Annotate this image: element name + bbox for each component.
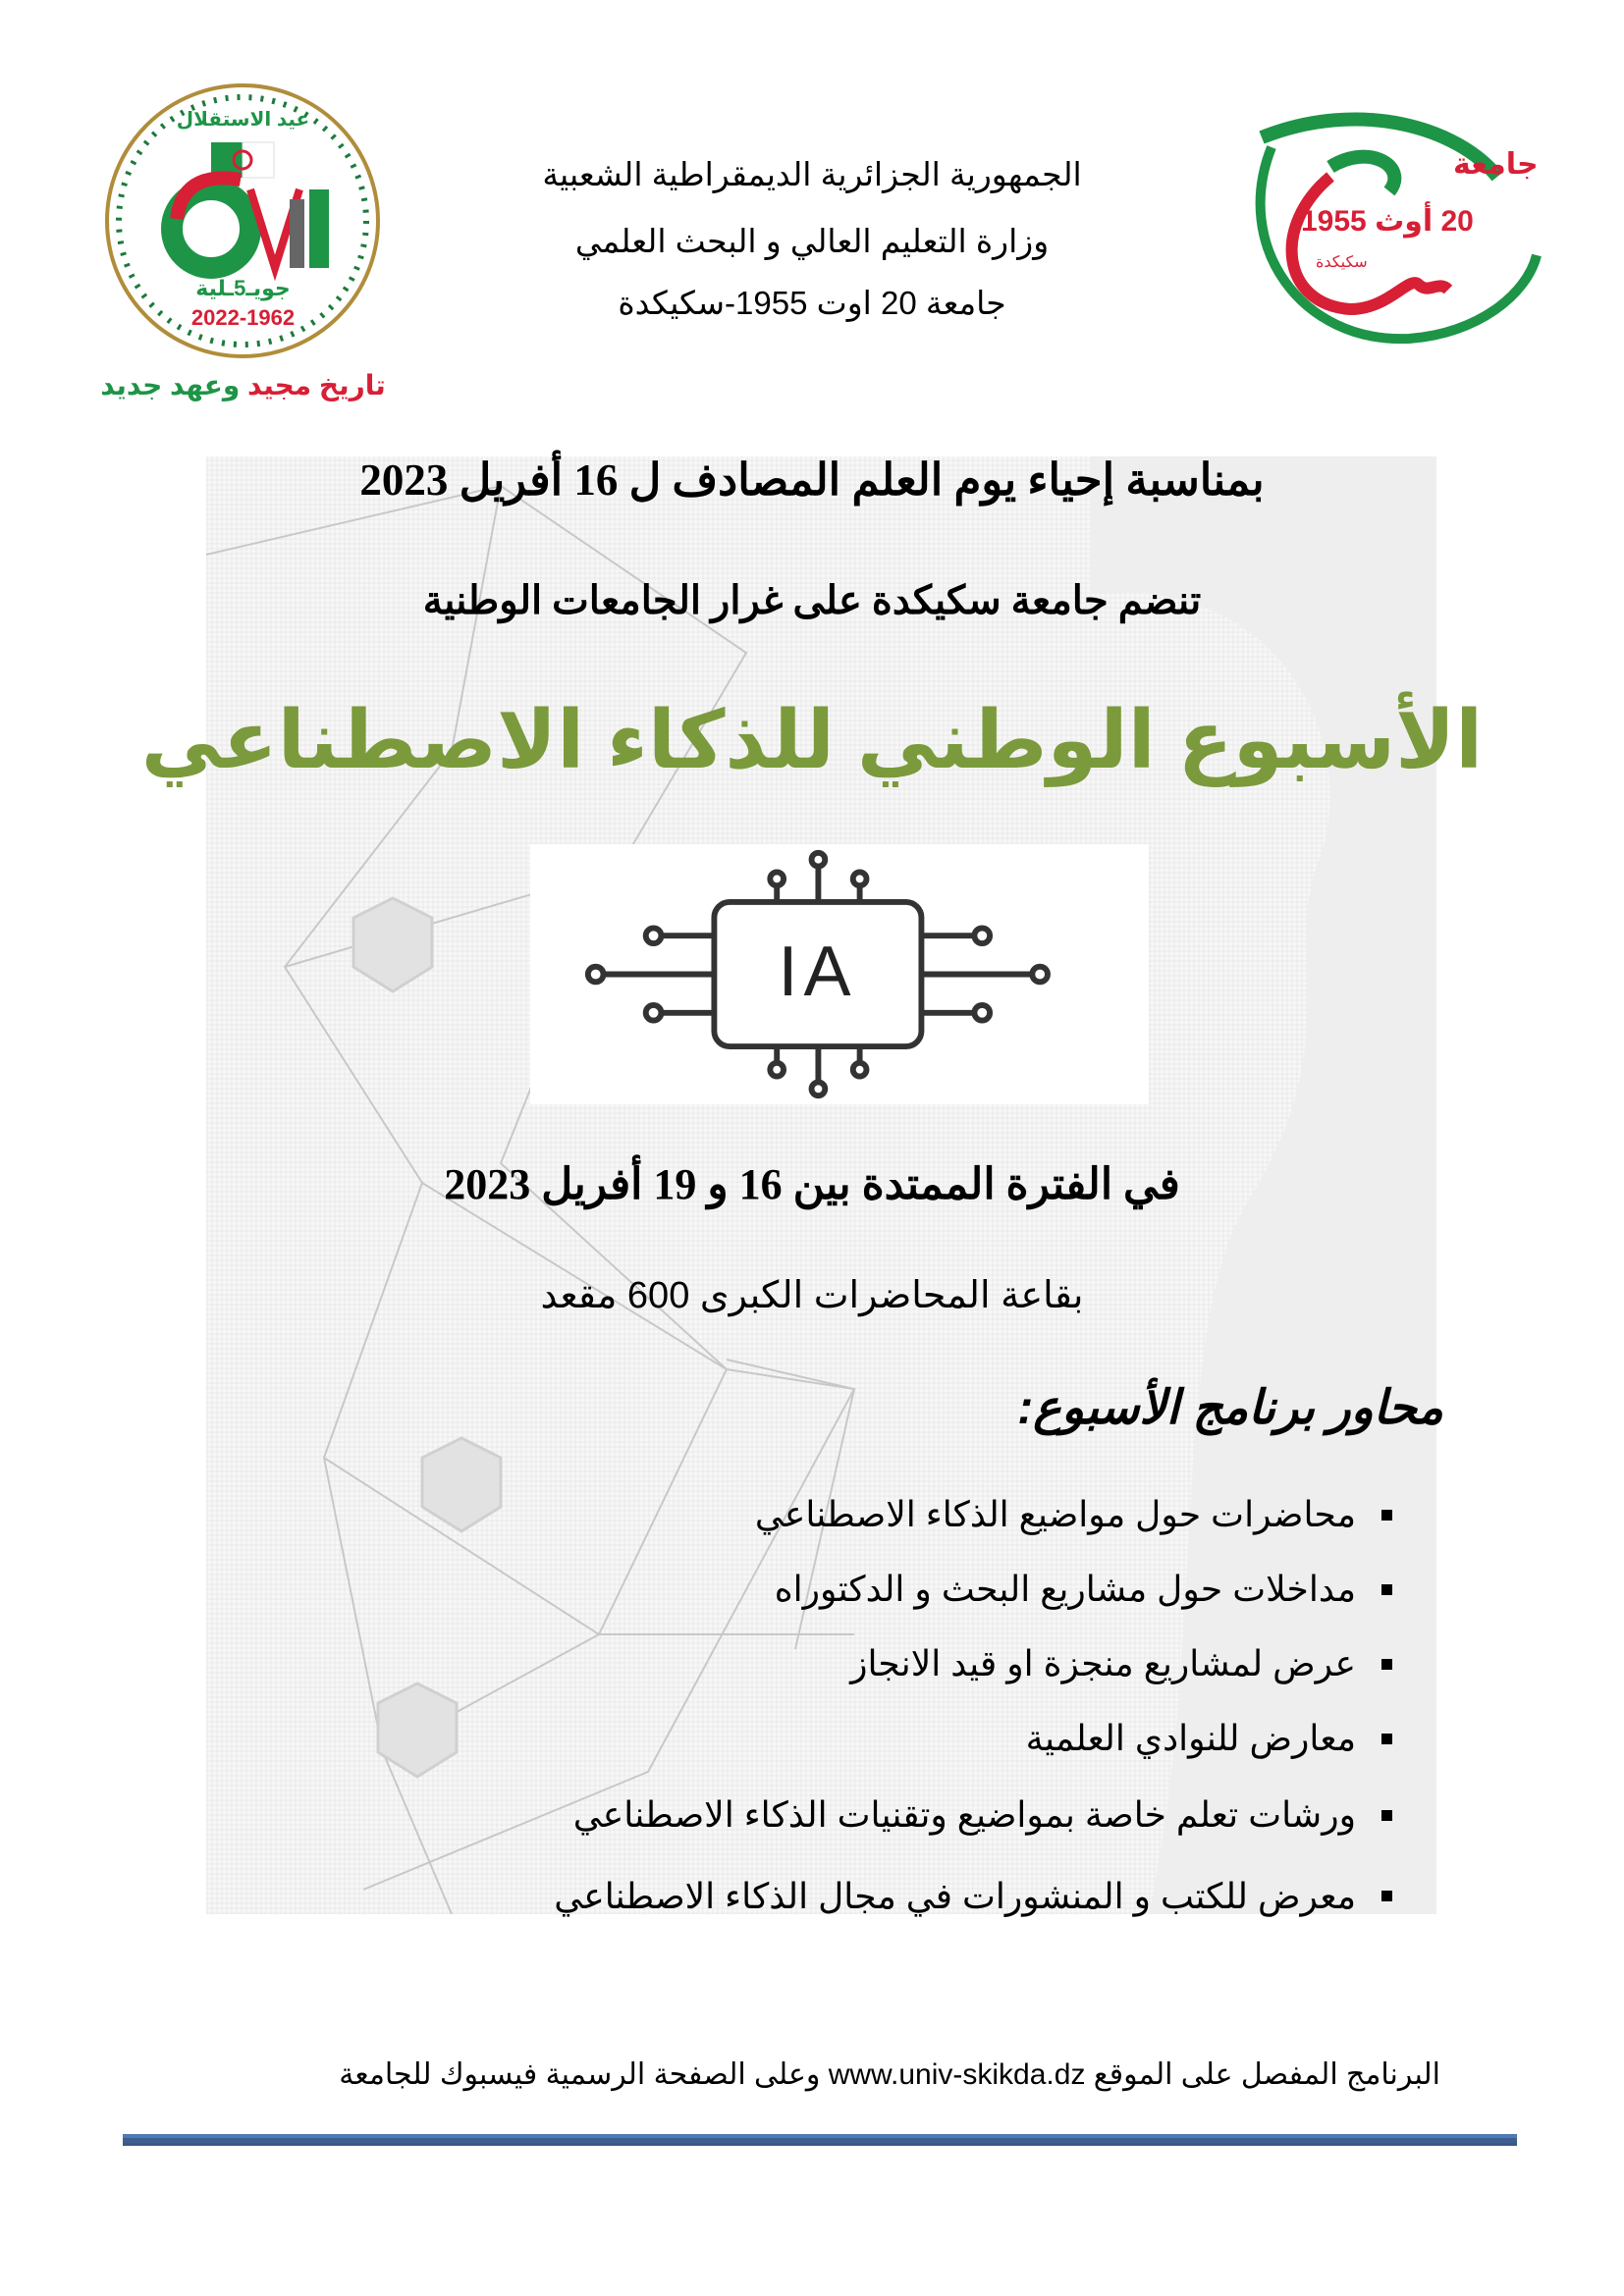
program-item <box>554 1552 1392 1627</box>
occasion-text: بمناسبة إحياء يوم العلم المصادف ل 16 أفريل 2023 <box>359 455 1265 505</box>
event-venue: بقاعة المحاضرات الكبرى 600 مقعد <box>540 1275 1084 1316</box>
program-item <box>554 1854 1392 1938</box>
header-line-university: جامعة 20 اوت 1955-سكيكدة <box>618 285 1006 321</box>
logo-slogan <box>44 369 442 402</box>
program-heading: محاور برنامج الأسبوع: <box>1017 1382 1443 1434</box>
logo-jubilee-text: جويـ5ـلية <box>195 276 291 300</box>
bullet-icon <box>1381 1891 1392 1901</box>
program-item-text: محاضرات حول مواضيع الذكاء الاصطناعي <box>754 1494 1356 1534</box>
logo-text-skikda: سكيكدة <box>1316 254 1368 271</box>
ai-chip-illustration <box>530 844 1149 1104</box>
footer-divider-bar <box>123 2134 1517 2146</box>
university-logo <box>1242 108 1556 348</box>
program-item-text: معارض للنوادي العلمية <box>1025 1718 1356 1758</box>
program-item <box>554 1701 1392 1776</box>
slogan-part1: تاريخ مجيد <box>247 370 386 400</box>
logo-text-date: 20 أوث 1955 <box>1301 205 1474 238</box>
bullet-icon <box>1381 1584 1392 1595</box>
logo-years: 2022-1962 <box>190 305 296 330</box>
program-item <box>554 1627 1392 1701</box>
bullet-icon <box>1381 1659 1392 1670</box>
bullet-icon <box>1381 1510 1392 1521</box>
logo-top-text: عيد الاستقلال <box>176 109 310 131</box>
event-title: الأسبوع الوطني للذكاء الاصطناعي <box>140 696 1484 785</box>
program-item-text: معرض للكتب و المنشورات في مجال الذكاء الاصطناعي <box>554 1875 1356 1916</box>
event-dates: في الفترة الممتدة بين 16 و 19 أفريل 2023 <box>444 1160 1180 1208</box>
program-item-text: ورشات تعلم خاصة بمواضيع وتقنيات الذكاء الاصطناعي <box>572 1794 1356 1835</box>
slogan-part2: وعهد جديد <box>100 370 241 400</box>
header-line-republic: الجمهورية الجزائرية الديمقراطية الشعبية <box>542 156 1082 192</box>
program-item-text: مداخلات حول مشاريع البحث و الدكتوراه <box>774 1569 1356 1609</box>
program-list <box>554 1477 1392 1938</box>
bullet-icon <box>1381 1734 1392 1744</box>
program-item <box>554 1776 1392 1854</box>
organizer-text: تنضم جامعة سكيكدة على غرار الجامعات الوطنية <box>422 578 1202 622</box>
bullet-icon <box>1381 1810 1392 1821</box>
program-item <box>554 1477 1392 1552</box>
program-item-text: عرض لمشاريع منجزة او قيد الانجاز <box>850 1643 1356 1683</box>
header-line-ministry: وزارة التعليم العالي و البحث العلمي <box>574 223 1050 259</box>
footer-note: البرنامج المفصل على الموقع www.univ-skikda.dz وعلى الصفحة الرسمية فيسبوك للجامعة <box>339 2058 1440 2091</box>
logo-text-jamia: جامعة <box>1453 148 1539 181</box>
chip-label: IA <box>778 933 857 1011</box>
